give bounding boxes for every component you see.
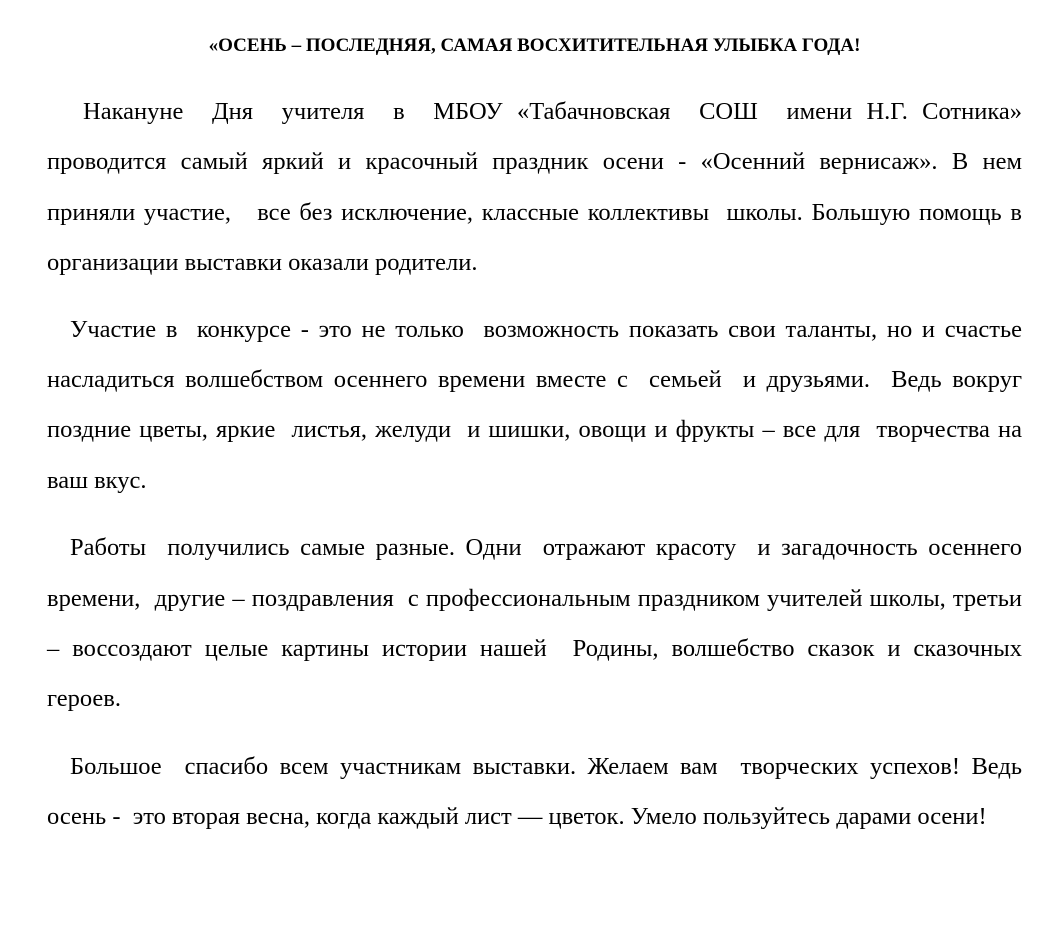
paragraph-2: Участие в конкурсе - это не только возможность показать свои таланты, но и счастье насладиться волшебством осеннего времени вместе с семьей и друзьями. Ведь вокруг поздние цветы, яркие листья, желуди и шишки, овощи и фрукты – все для творчества на ваш вкус. xyxy=(47,315,1035,494)
paragraph-3: Работы получились самые разные. Одни отражают красоту и загадочность осеннего времени, другие – поздравления с профессиональным праздником учителей школы, третьи – воссоздают целые картины истории нашей Родины, волшебство сказок и сказочных героев. xyxy=(47,534,1029,713)
paragraph-4: Большое спасибо всем участникам выставки. Желаем вам творческих успехов! Ведь осень - это вторая весна, когда каждый лист — цветок. Умело пользуйтесь дарами осени! xyxy=(47,752,1029,831)
paragraph-1: Накануне Дня учителя в МБОУ «Табачновская СОШ имени Н.Г. Сотника» проводится самый яркий и красочный праздник осени - «Осенний вернисаж». В нем приняли участие, все без исключение, классные коллективы школы. Большую помощь в организации выставки оказали родители. xyxy=(47,98,1029,277)
document-title: «ОСЕНЬ – ПОСЛЕДНЯЯ, САМАЯ ВОСХИТИТЕЛЬНАЯ УЛЫБКА ГОДА! xyxy=(208,35,861,56)
